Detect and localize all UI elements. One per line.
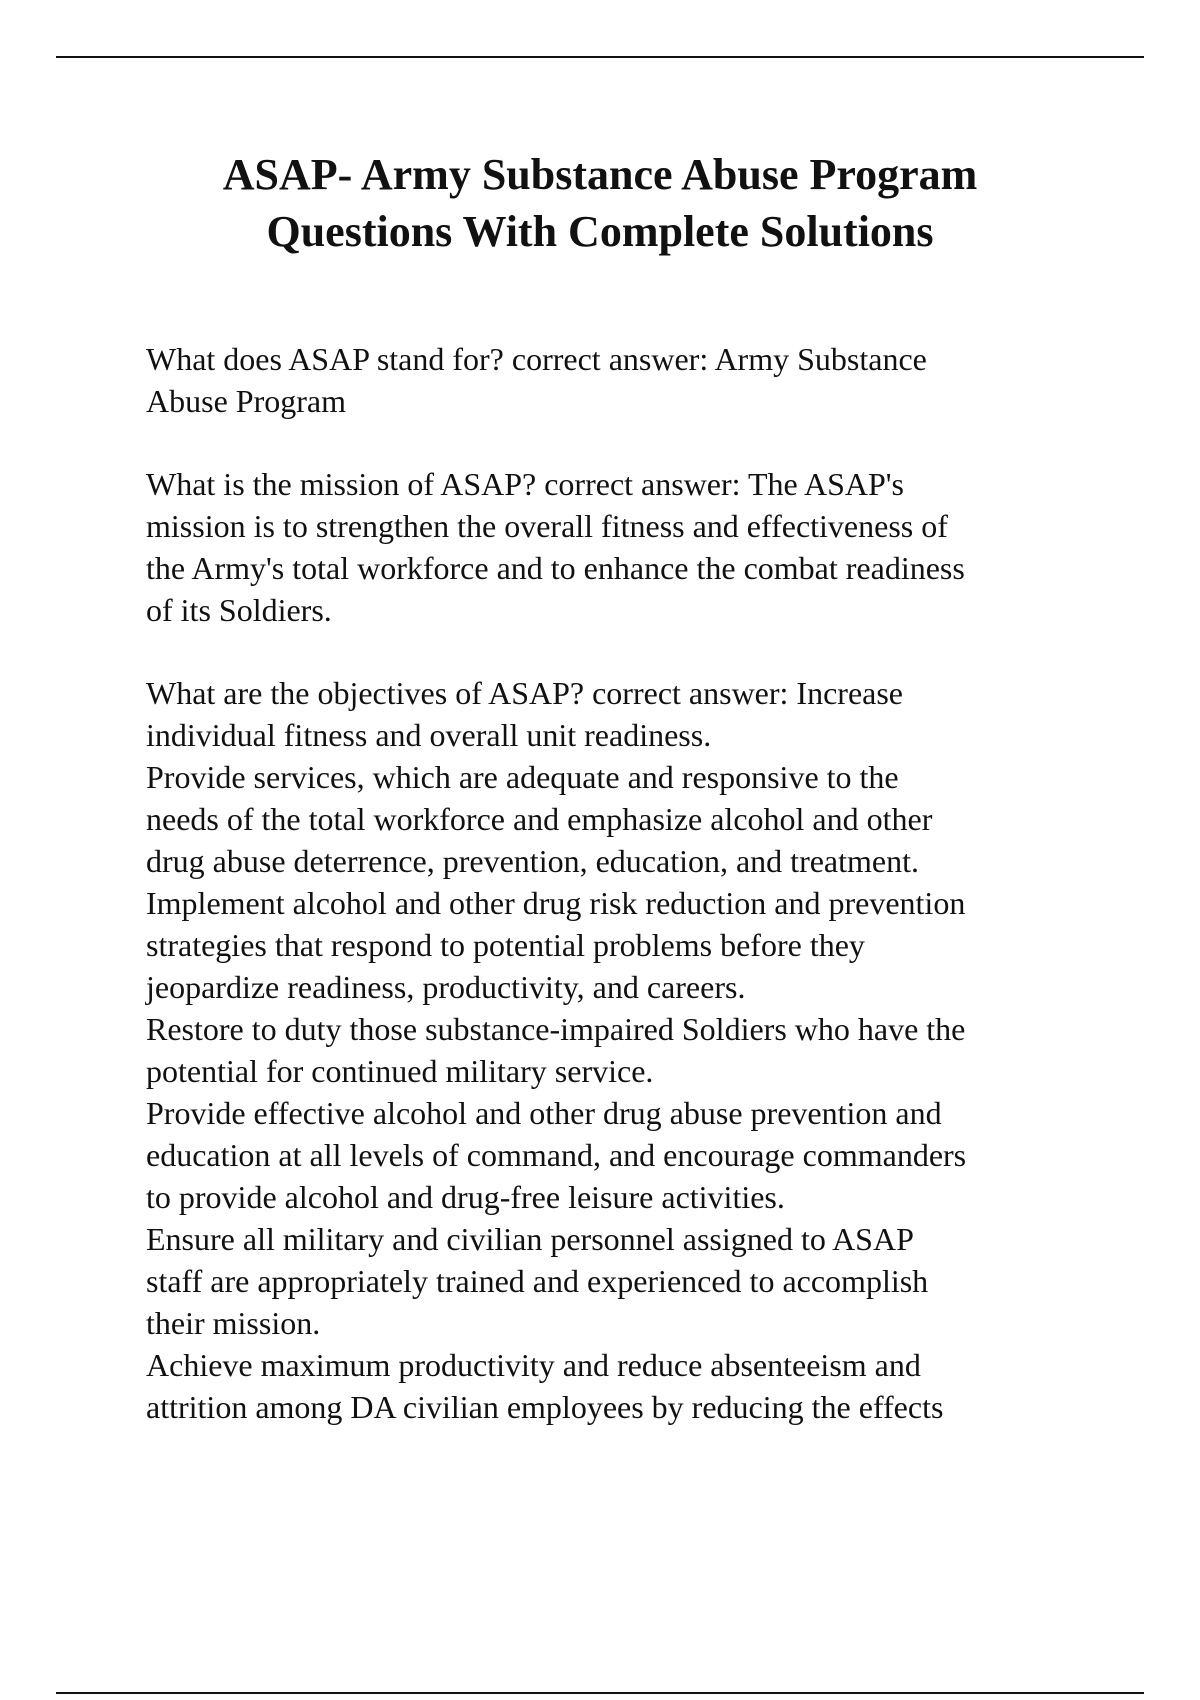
- text-line: potential for continued military service.: [146, 1053, 654, 1089]
- text-line: mission is to strengthen the overall fitness and effectiveness of: [146, 508, 948, 544]
- text-line: What does ASAP stand for? correct answer: Army Substance: [146, 341, 927, 377]
- qa-item: [146, 338, 1086, 422]
- text-line: their mission.: [146, 1305, 321, 1341]
- document-body: [146, 338, 1086, 1469]
- text-line: Provide effective alcohol and other drug abuse prevention and: [146, 1095, 942, 1131]
- text-line: individual fitness and overall unit readiness.: [146, 717, 712, 753]
- bottom-rule: [56, 1692, 1144, 1694]
- text-line: Implement alcohol and other drug risk reduction and prevention: [146, 885, 966, 921]
- text-line: What are the objectives of ASAP? correct answer: Increase: [146, 675, 903, 711]
- document-title: [100, 146, 1100, 260]
- text-line: drug abuse deterrence, prevention, education, and treatment.: [146, 843, 919, 879]
- title-line: ASAP- Army Substance Abuse Program: [222, 150, 978, 199]
- text-line: Restore to duty those substance-impaired Soldiers who have the: [146, 1011, 966, 1047]
- text-line: the Army's total workforce and to enhance the combat readiness: [146, 550, 965, 586]
- text-line: Provide services, which are adequate and responsive to the: [146, 759, 899, 795]
- text-line: Ensure all military and civilian personnel assigned to ASAP: [146, 1221, 914, 1257]
- text-line: to provide alcohol and drug-free leisure activities.: [146, 1179, 785, 1215]
- qa-item: [146, 672, 1086, 1428]
- text-line: attrition among DA civilian employees by reducing the effects: [146, 1389, 944, 1425]
- top-rule: [56, 56, 1144, 58]
- title-line: Questions With Complete Solutions: [266, 207, 934, 256]
- text-line: of its Soldiers.: [146, 592, 332, 628]
- text-line: Achieve maximum productivity and reduce absenteeism and: [146, 1347, 921, 1383]
- text-line: staff are appropriately trained and experienced to accomplish: [146, 1263, 929, 1299]
- qa-item: [146, 463, 1086, 631]
- text-line: jeopardize readiness, productivity, and careers.: [146, 969, 746, 1005]
- text-line: Abuse Program: [146, 383, 346, 419]
- text-line: needs of the total workforce and emphasize alcohol and other: [146, 801, 933, 837]
- text-line: What is the mission of ASAP? correct answer: The ASAP's: [146, 466, 904, 502]
- text-line: strategies that respond to potential problems before they: [146, 927, 865, 963]
- text-line: education at all levels of command, and encourage commanders: [146, 1137, 967, 1173]
